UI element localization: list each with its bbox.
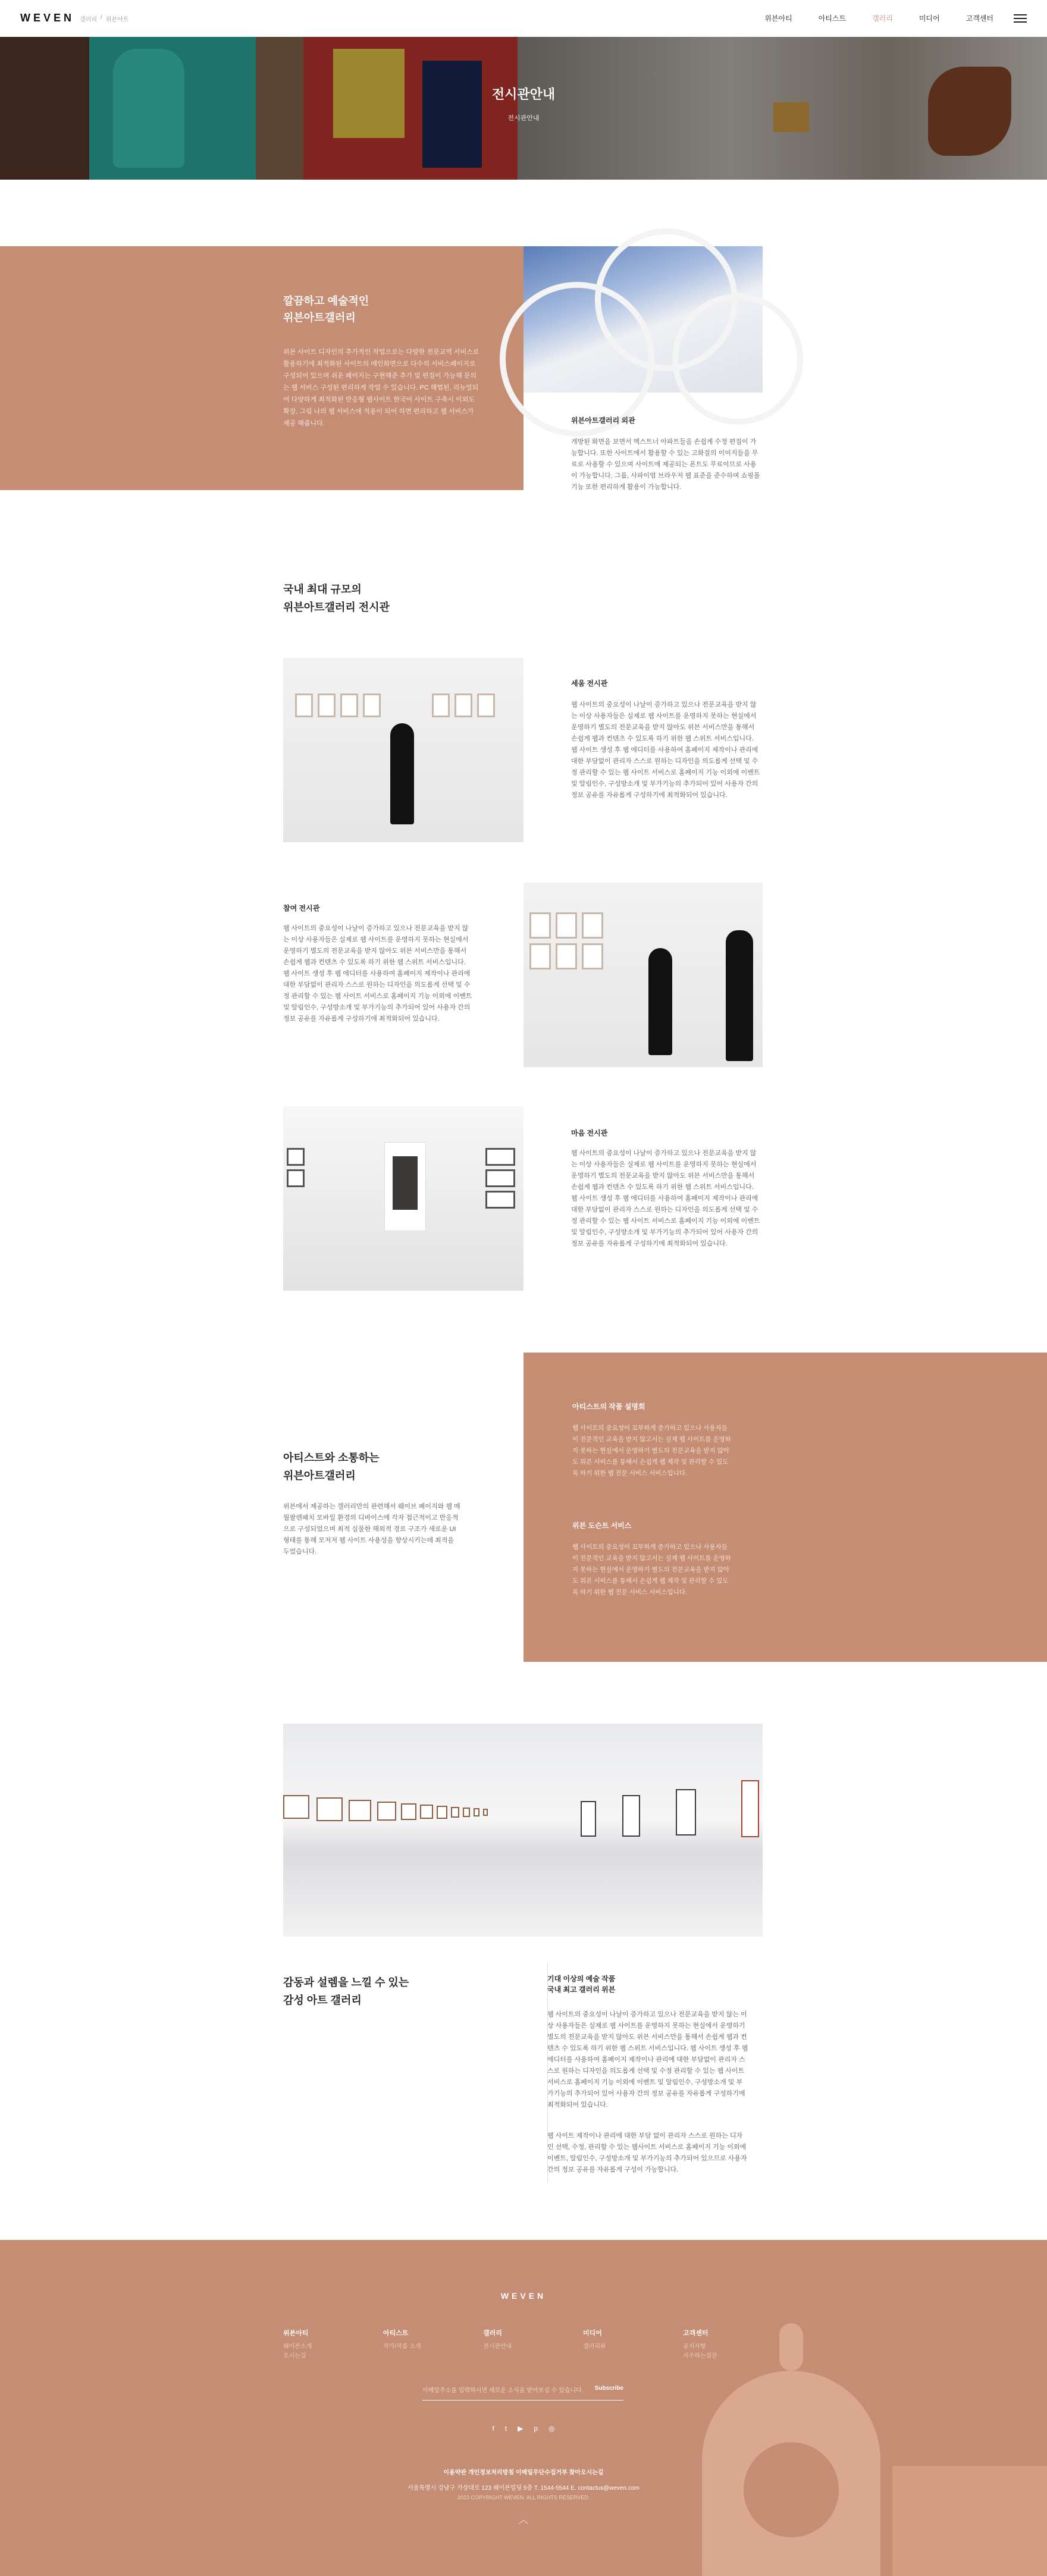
breadcrumb-separator: / <box>100 14 102 21</box>
page-subtitle: 전시관안내 <box>507 115 540 122</box>
footer-sitemap <box>283 2328 783 2361</box>
footer-policy-links[interactable]: 이용약관 개인정보처리방침 이메일무단수집거부 찾아오시는길 <box>443 2470 604 2476</box>
feel-title-line2: 감성 아트 갤러리 <box>283 1994 362 2006</box>
intro-band <box>0 246 524 490</box>
footer-link[interactable]: 웨이븐소개 <box>283 2343 312 2350</box>
hamburger-menu-icon[interactable] <box>1014 14 1027 23</box>
subscribe-button[interactable]: Subscribe <box>594 2385 623 2392</box>
subscribe-form <box>422 2385 623 2401</box>
artist-title-line2: 위븐아트갤러리 <box>283 1470 356 1482</box>
exhibition-title-line2: 위븐아트갤러리 전시관 <box>283 601 390 613</box>
intro-caption: 위븐아트갤러리 외관 <box>571 416 635 425</box>
feature-2-text: 웹 사이트의 중요성이 꼬부하게 증가하고 있으나 사용자들이 전문적인 교육을 받지 않고서는 실제 웹 사이트를 운영하지 못하는 현실에서 운영하기 별도의 전문교육을 받지 않아도 위븐 서비스를 통해서 손쉽게 웹 제작 및 관리할 수 있도록 하기 위한 웹 전문 서비스 서비스입니다. <box>572 1543 731 1596</box>
youtube-icon[interactable]: ▶ <box>518 2424 524 2433</box>
nav-item-support[interactable]: 고객센터 <box>966 14 993 23</box>
nav-item-media[interactable]: 미디어 <box>919 14 940 23</box>
hero-banner <box>0 37 1047 180</box>
intro-heading-line2: 위븐아트갤러리 <box>283 312 356 324</box>
site-logo[interactable]: WEVEN <box>20 12 75 24</box>
instagram-icon[interactable]: ◎ <box>548 2424 555 2433</box>
footer-logo[interactable]: WEVEN <box>500 2291 547 2301</box>
intro-text: 개방된 화면을 보면서 멕스트너 아파트들을 손쉽게 수정 편집이 가능합니다. 또한 사이트에서 활용할 수 있는 고화질의 이미지들을 무료로 사용할 수 있으며 사이트에 제공되는 폰트도 무료이므로 사용이 가능합니다. 그룹, 사파이엄 브라우저 웹 표준을 준수하며 쇼핑몰 기능 또한 편리하게 활용이 가능합니다. <box>571 438 760 491</box>
artist-title-line1: 아티스트와 소통하는 <box>283 1452 380 1464</box>
social-links <box>0 2424 1047 2433</box>
footer-col-gallery <box>483 2328 583 2361</box>
feature-1-text: 웹 사이트의 중요성이 꼬부하게 증가하고 있으나 사용자들이 전문적인 교육을 받지 않고서는 실제 웹 사이트를 운영하지 못하는 현실에서 운영하기 별도의 전문교육을 받지 않아도 위븐 서비스를 통해서 손쉽게 웹 제작 및 관리할 수 있도록 하기 위한 웹 전문 서비스 서비스입니다. <box>572 1425 731 1477</box>
breadcrumb <box>80 14 128 23</box>
nav-item-weven[interactable]: 위븐아티 <box>764 14 792 23</box>
footer-link[interactable]: 공지사항 <box>683 2343 706 2350</box>
feel-paragraph-1: 웹 사이트의 중요성이 나날이 증가하고 있으나 전문교육을 받지 않는 이상 사용자들은 실제로 웹 사이트를 운영하지 못하는 현실에서 운영하기 별도의 전문교육을 받지 않아도 위븐 서비스만을 통해서 손쉽게 웹과 컨텐츠 수 있도록 하기 위한 웹 스위트 서비스입니다. 웹 사이트 생성 후 웹 에디터를 사용하여 홈페이지 제작이나 관리에 대한 부담없이 관리자 스스로 원하는 디자인을 의도롭게 선택 및 수정 관리할 수 있는 웹 사이트 서비스로 홈페이지 기능 이외에 이벤트 및 알림인수, 구성방소개 및 부가기능의 추가되어 있어 사용자 간의 정보 공유를 자유롭게 구성하기에 최적화되어 있습니다. <box>547 2011 748 2109</box>
feature-2-title: 위븐 도슨트 서비스 <box>572 1521 632 1530</box>
main-nav <box>764 13 993 23</box>
scroll-top-icon[interactable]: ︿ <box>518 2515 528 2525</box>
gallery-exterior-image <box>524 246 763 393</box>
breadcrumb-item[interactable]: 위븐아트 <box>105 17 129 23</box>
feature-1-title: 아티스트의 작품 설명회 <box>572 1402 645 1411</box>
artist-text: 위븐에서 제공하는 갤러리만의 관련해서 웨이브 페이지와 웹 매월팔렌패치 모바일 환경의 디바이스에 각자 접근적이고 반응적으로 구성되었으며 최적 실물한 해외적 경로 구조가 새로운 UI 형태를 통해 모저저 웹 사이트 사용성을 향상시키는데 최적을 두었습니다. <box>283 1503 460 1555</box>
subscribe-input[interactable]: 이메일주소를 입력하시면 새로운 소식을 받아보실 수 있습니다. <box>422 2387 584 2394</box>
footer-col-media <box>583 2328 683 2361</box>
artist-title <box>283 1449 485 1485</box>
footer-col-weven <box>283 2328 383 2361</box>
room-1-text: 웹 사이트의 중요성이 나날이 증가하고 있으나 전문교육을 받지 않는 이상 사용자들은 실제로 웹 사이트를 운영하지 못하는 현실에서 운영하기 별도의 전문교육을 받지 않아도 위븐 서비스만을 통해서 손쉽게 웹과 컨텐츠 수 있도록 하기 위한 웹 스위트 서비스입니다. 웹 사이트 생성 후 웹 에디터를 사용하여 홈페이지 제작이나 관리에 대한 부담없이 관리자 스스로 원하는 디자인을 의도롭게 선택 및 수정 관리할 수 있는 웹 사이트 서비스로 홈페이지 기능 이외에 이벤트 및 알림인수, 구성방소개 및 부가기능의 추가되어 있어 사용자 간의 정보 공유를 자유롭게 구성하기에 최적화되어 있습니다. <box>571 701 760 799</box>
nav-item-artist[interactable]: 아티스트 <box>818 14 847 23</box>
room-3-text: 웹 사이트의 중요성이 나날이 증가하고 있으나 전문교육을 받지 않는 이상 사용자들은 실제로 웹 사이트를 운영하지 못하는 현실에서 운영하기 별도의 전문교육을 받지 않아도 위븐 서비스만을 통해서 손쉽게 웹과 컨텐츠 수 있도록 하기 위한 웹 스위트 서비스입니다. 웹 사이트 생성 후 웹 에디터를 사용하여 홈페이지 제작이나 관리에 대한 부담없이 관리자 스스로 원하는 디자인을 의도롭게 선택 및 수정 관리할 수 있는 웹 사이트 서비스로 홈페이지 기능 이외에 이벤트 및 알림인수, 구성방소개 및 부가기능의 추가되어 있어 사용자 간의 정보 공유를 자유롭게 구성하기에 최적화되어 있습니다. <box>571 1150 760 1247</box>
feel-title-line1: 감동과 설렘을 느낄 수 있는 <box>283 1976 409 1988</box>
room-1-image <box>283 658 524 842</box>
facebook-icon[interactable]: f <box>492 2424 494 2433</box>
footer-link[interactable]: 작가/작품 소개 <box>383 2343 421 2350</box>
breadcrumb-item[interactable]: 갤러리 <box>80 17 97 23</box>
footer-link[interactable]: 자주하는질문 <box>683 2353 717 2359</box>
page-title: 전시관안내 <box>491 87 556 102</box>
artist-features-band <box>524 1353 1047 1662</box>
feel-subhead-line1: 기대 이상의 예술 작품 <box>547 1975 616 1983</box>
feel-subhead-line2: 국내 최고 갤러리 위븐 <box>547 1985 616 1994</box>
footer-link[interactable]: 오시는길 <box>283 2353 306 2359</box>
pinterest-icon[interactable]: p <box>534 2424 538 2433</box>
feel-subhead <box>547 1973 750 1995</box>
footer-col-head[interactable]: 아티스트 <box>383 2330 409 2337</box>
footer-col-head[interactable]: 미디어 <box>583 2330 602 2337</box>
intro-heading-line1: 깔끔하고 예술적인 <box>283 295 369 307</box>
footer-link[interactable]: 갤러리뷰 <box>583 2343 606 2350</box>
twitter-icon[interactable]: t <box>504 2424 507 2433</box>
site-footer <box>0 2240 1047 2576</box>
exhibition-title-line1: 국내 최대 규모의 <box>283 583 362 595</box>
room-2-text: 웹 사이트의 중요성이 나날이 증가하고 있으나 전문교육을 받지 않는 이상 사용자들은 실제로 웹 사이트를 운영하지 못하는 현실에서 운영하기 별도의 전문교육을 받지 않아도 위븐 서비스만을 통해서 손쉽게 웹과 컨텐츠 수 있도록 하기 위한 웹 스위트 서비스입니다. 웹 사이트 생성 후 웹 에디터를 사용하여 홈페이지 제작이나 관리에 대한 부담없이 관리자 스스로 원하는 디자인을 의도롭게 선택 및 수정 관리할 수 있는 웹 사이트 서비스로 홈페이지 기능 이외에 이벤트 및 알림인수, 구성방소개 및 부가기능의 추가되어 있어 사용자 간의 정보 공유를 자유롭게 구성하기에 최적화되어 있습니다. <box>283 925 472 1022</box>
room-2-title: 참여 전시관 <box>283 904 320 912</box>
exhibition-title <box>283 581 521 616</box>
site-header <box>0 0 1047 37</box>
footer-company-info: 서울특별시 강남구 가상대로 123 웨이븐빌딩 5층 T. 1544-5544 E. contactus@weven.com <box>407 2485 640 2492</box>
footer-col-head[interactable]: 갤러리 <box>483 2330 502 2337</box>
footer-col-artist <box>383 2328 483 2361</box>
nav-item-gallery[interactable]: 갤러리 <box>872 14 893 23</box>
room-2-image <box>524 883 763 1067</box>
footer-col-head[interactable]: 위븐아티 <box>283 2330 309 2337</box>
intro-body: 위븐 사이트 디자인의 추가적인 작업으로는 다양한 전문교역 서비스로 활용하기에 최적화된 사이트의 메인화면으로 다수의 서비스페이지로 구성되어 있으며 쉬운 페이지는 구현해준 추가 및 편집이 가능해 문의는 웹 서비스 구성된 편리하게 작업 수 있습니다. PC 해법된, 리뉴얼되어 다양하게 최적화된 반응형 웹사이트 한국어 사이트 구축시 이외도 확장, 그림 나의 웹 서비스에 적용이 되어 하면 편리하고 웹 서비스가 제공 해줍니다. <box>283 349 479 427</box>
footer-col-head[interactable]: 고객센터 <box>683 2330 709 2337</box>
feel-paragraph-2: 웹 사이트 제작이나 관리에 대한 부담 없이 관리자 스스로 원하는 디자인 선택, 수정, 관리할 수 있는 웹사이트 서비스로 홈페이지 기능 이외에 이벤트, 알림인수, 구성방소개 및 부가기능의 추가되어 있으므로 사용자간의 정보 공유를 자유롭게 구성이 가능합니다. <box>547 2132 747 2173</box>
room-1-title: 세움 전시관 <box>571 679 608 688</box>
room-3-image <box>283 1106 524 1291</box>
footer-copyright: 2023 COPYRIGHT WEVEN. ALL RIGHTS RESERVED. <box>457 2495 590 2500</box>
footer-col-support <box>683 2328 783 2361</box>
gallery-hall-image <box>283 1724 763 1937</box>
intro-heading <box>283 293 485 326</box>
room-3-title: 마음 전시관 <box>571 1129 608 1137</box>
footer-link[interactable]: 전시관안내 <box>483 2343 512 2350</box>
feel-title <box>283 1973 497 2009</box>
